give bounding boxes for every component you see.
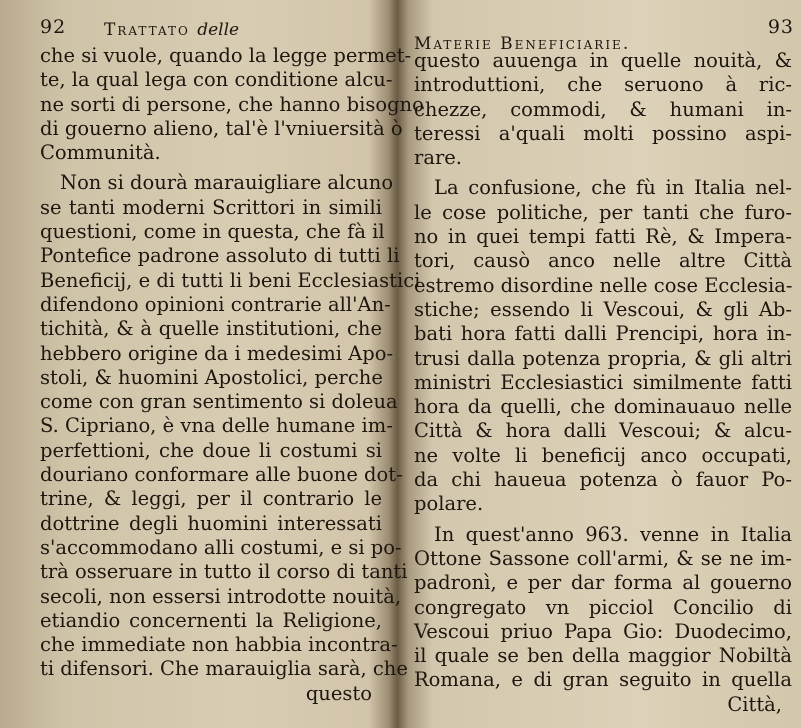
text-line: padronì, e per dar forma al gouerno: [414, 571, 792, 595]
text-line: difendono opinioni contrarie all'An-: [40, 292, 391, 316]
text-line: questo auuenga in quelle nouità, &: [414, 49, 792, 72]
text-line: questioni, come in questa, che fà il: [40, 220, 385, 244]
left-page-number: 92: [40, 16, 67, 38]
text-line: se tanti moderni Scrittori in simili: [40, 195, 382, 219]
text-line: polare.: [414, 492, 484, 516]
text-line: s'accommodano alli costumi, e si po-: [40, 535, 402, 559]
text-line: stiche; essendo li Vescoui, & gli Ab-: [414, 297, 792, 321]
text-line: secoli, non essersi introdotte nouità,: [40, 584, 402, 608]
text-line: stoli, & huomini Apostolici, perche: [40, 365, 383, 389]
text-line: Communità.: [40, 141, 161, 165]
text-line: trine, & leggi, per il contrario le: [40, 487, 382, 511]
text-line: etiandio concernenti la Religione,: [40, 608, 382, 632]
text-line: che si vuole, quando la legge permet-: [40, 44, 412, 67]
text-line: che immediate non habbia incontra-: [40, 633, 398, 657]
left-running-title-italic: delle: [197, 20, 240, 40]
left-catchword: questo: [305, 681, 372, 705]
text-line: Ottone Sassone coll'armi, & se ne im-: [414, 546, 792, 570]
text-line: le cose politiche, per tanti che furo-: [414, 200, 792, 224]
text-line: hebbero origine da i medesimi Apo-: [40, 341, 394, 365]
text-line: S. Cipriano, è vna delle humane im-: [40, 414, 393, 438]
text-line: ne volte li beneficij anco occupati,: [414, 443, 792, 467]
right-catchword: Città,: [727, 692, 782, 716]
text-line: rare.: [414, 146, 463, 170]
right-page: [400, 0, 801, 728]
left-running-title: [104, 20, 239, 40]
text-line: il quale se ben della maggior Nobiltà: [414, 644, 792, 668]
text-line: di gouerno alieno, tal'è l'vniuersità ò: [40, 116, 403, 140]
text-line: douriano conformare alle buone dot-: [40, 463, 403, 487]
text-line: tori, causò anco nelle altre Città: [414, 249, 792, 273]
text-line: trà osseruare in tutto il corso di tanti: [40, 560, 408, 584]
text-line: Beneficij, e di tutti li beni Ecclesiastici: [40, 268, 421, 292]
left-running-title-text: Trattato: [104, 20, 190, 40]
text-line: bati hora fatti dalli Prencipi, hora in-: [414, 322, 792, 346]
text-line: Vescoui priuo Papa Gio: Duodecimo,: [414, 619, 792, 643]
left-page-body: [40, 44, 424, 706]
text-line: Pontefice padrone assoluto di tutti li: [40, 244, 400, 268]
right-page-number: 93: [767, 16, 794, 38]
text-line: ne sorti di persone, che hanno bisogno: [40, 92, 424, 116]
text-line: estremo disordine nelle cose Ecclesia-: [414, 273, 793, 297]
text-line: teressi a'quali molti possino aspi-: [414, 121, 792, 145]
text-line: introduttioni, che seruono à ric-: [414, 73, 792, 97]
text-line: trusi dalla potenza propria, & gli altri: [414, 346, 792, 370]
text-line: perfettioni, che doue li costumi si: [40, 438, 382, 462]
text-line: congregato vn picciol Concilio di: [414, 595, 792, 619]
text-line: te, la qual lega con conditione alcu-: [40, 68, 393, 92]
right-running-title: Materie Beneficiarie.: [414, 34, 631, 54]
right-page-body: [414, 49, 792, 717]
text-line: Romana, e di gran seguito in quella: [414, 668, 792, 692]
text-line: come con gran sentimento si doleua: [40, 390, 398, 414]
text-line: da chi haueua potenza ò fauor Po-: [414, 468, 792, 492]
text-line: ministri Ecclesiastici similmente fatti: [414, 370, 792, 394]
text-line: dottrine degli huomini interessati: [40, 511, 382, 535]
text-line: La confusione, che fù in Italia nel-: [434, 176, 792, 200]
text-line: no in quei tempi fatti Rè, & Impera-: [414, 225, 792, 249]
text-line: Non si dourà marauigliare alcuno: [60, 171, 394, 195]
text-line: ti difensori. Che marauiglia sarà, che: [40, 657, 408, 681]
text-line: chezze, commodi, & humani in-: [414, 97, 792, 121]
text-line: tichità, & à quelle institutioni, che: [40, 317, 382, 341]
text-line: Città & hora dalli Vescoui; & alcu-: [414, 419, 792, 443]
text-line: In quest'anno 963. venne in Italia: [434, 522, 792, 546]
text-line: hora da quelli, che dominauauo nelle: [414, 395, 792, 419]
